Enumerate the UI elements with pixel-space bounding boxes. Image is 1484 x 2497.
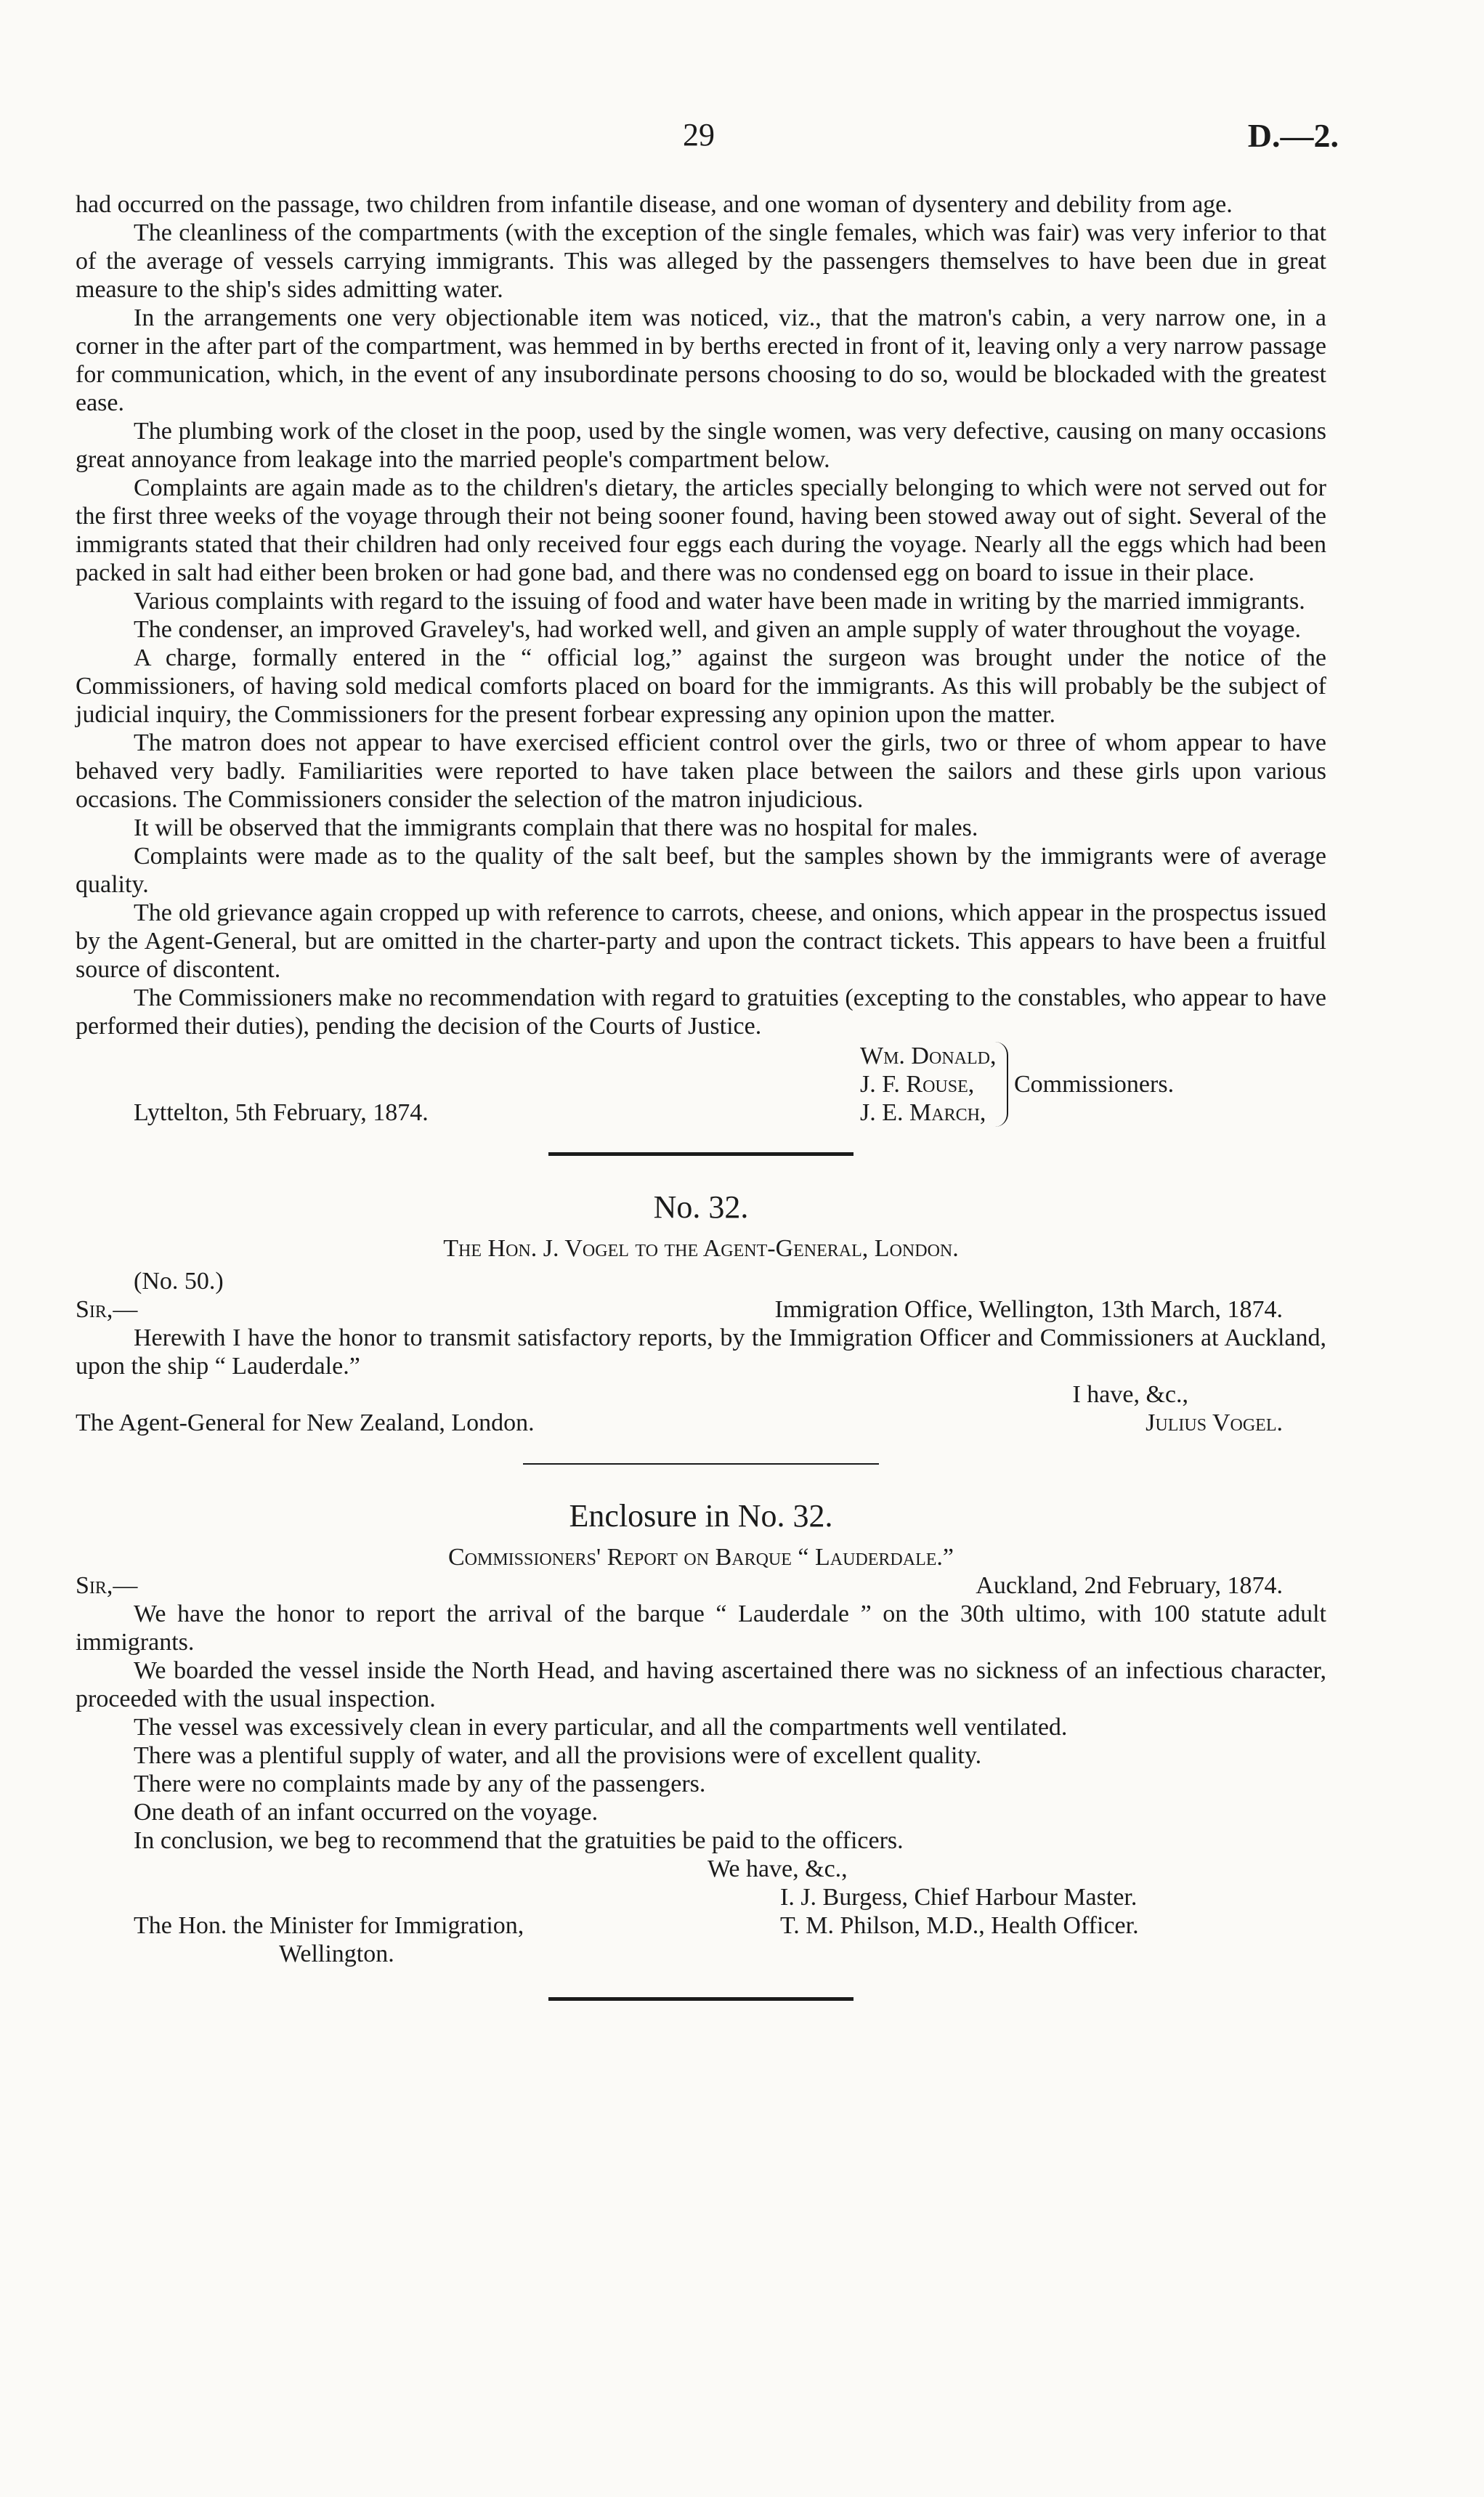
recipient-row	[76, 1409, 1326, 1437]
paragraph: The vessel was excessively clean in every particular, and all the compartments well ventilated.	[134, 1714, 1068, 1741]
place-date: Lyttelton, 5th February, 1874.	[134, 1099, 429, 1126]
place-date: Auckland, 2nd February, 1874.	[976, 1572, 1283, 1599]
recipient-line	[76, 1940, 1326, 1968]
paragraph: The cleanliness of the compartments (with the exception of the single females, which was fair) was very inferior to that of the average of vessels carrying immigrants. This was alleged by the passengers themselves to have been due in great measure to the ship's sides admitting water.	[76, 219, 1326, 303]
signature-block	[76, 1042, 1326, 1129]
paragraph: We boarded the vessel inside the North Head, and having ascertained there was no sickness of an infectious character, proceeded with the usual inspection.	[76, 1657, 1326, 1712]
signatory-line	[76, 1883, 1326, 1911]
section-divider	[548, 1152, 853, 1156]
signatory-names	[860, 1042, 996, 1127]
page-header	[0, 116, 1484, 160]
closing: I have, &c.,	[1072, 1381, 1188, 1408]
signatory-line	[76, 1911, 1326, 1940]
signatory: Wm. Donald,	[860, 1043, 997, 1069]
section-divider	[548, 1997, 853, 2001]
section-subheading: The Hon. J. Vogel to the Agent-General, London.	[443, 1235, 959, 1262]
section-heading: No. 32.	[653, 1189, 749, 1225]
paragraph: In conclusion, we beg to recommend that the gratuities be paid to the officers.	[134, 1827, 904, 1854]
salutation-row	[76, 1571, 1326, 1600]
paragraph: The old grievance again cropped up with reference to carrots, cheese, and onions, which appear in the prospectus issued by the Agent-General, but are omitted in the charter-party and upon the contract tickets. This appears to have been a fruitful source of discontent.	[76, 899, 1326, 983]
commissioners-report-lyttelton	[76, 190, 1326, 1129]
paragraph: Various complaints with regard to the issuing of food and water have been made in writing by the married immigrants.	[134, 588, 1305, 615]
closing-row	[76, 1855, 1326, 1883]
salutation: Sir,—	[76, 1572, 138, 1599]
section-divider	[523, 1463, 879, 1465]
recipient: The Hon. the Minister for Immigration,	[134, 1912, 524, 1939]
salutation-row	[76, 1295, 1326, 1324]
paragraph: There were no complaints made by any of the passengers.	[134, 1770, 706, 1797]
paragraph: It will be observed that the immigrants complain that there was no hospital for males.	[134, 814, 978, 841]
paragraph: A charge, formally entered in the “ official log,” against the surgeon was brought under the notice of the Commissioners, of having sold medical comforts placed on board for the immigrants. As this will probably be the subject of judicial inquiry, the Commissioners for the present forbear expressing any opinion upon the matter.	[76, 644, 1326, 728]
paragraph: Complaints were made as to the quality of the salt beef, but the samples shown by the immigrants were of average quality.	[76, 843, 1326, 898]
recipient-city: Wellington.	[279, 1940, 394, 1967]
paragraph: One death of an infant occurred on the voyage.	[134, 1799, 599, 1826]
recipient: The Agent-General for New Zealand, London.	[76, 1409, 535, 1436]
paragraph: had occurred on the passage, two children from infantile disease, and one woman of dysentery and debility from age.	[76, 191, 1233, 218]
letter-reference: (No. 50.)	[134, 1268, 224, 1295]
paragraph: The condenser, an improved Graveley's, had worked well, and given an ample supply of water throughout the voyage.	[134, 616, 1301, 643]
paragraph: In the arrangements one very objectionable item was noticed, viz., that the matron's cabin, a very narrow one, in a corner in the after part of the compartment, was hemmed in by berths erected in front of it, leaving only a very narrow passage for communication, which, in the event of any insubordinate persons choosing to do so, would be blockaded with the greatest ease.	[76, 304, 1326, 416]
paragraph: We have the honor to report the arrival of the barque “ Lauderdale ” on the 30th ultimo, with 100 statute adult immigrants.	[76, 1600, 1326, 1656]
paragraph: There was a plentiful supply of water, and all the provisions were of excellent quality.	[134, 1742, 982, 1769]
salutation: Sir,—	[76, 1296, 138, 1323]
signatory: I. J. Burgess, Chief Harbour Master.	[780, 1884, 1138, 1911]
page-content	[76, 190, 1326, 2001]
signatory: J. F. Rouse,	[860, 1071, 975, 1098]
paragraph: The Commissioners make no recommendation with regard to gratuities (excepting to the constables, who appear to have performed their duties), pending the decision of the Courts of Justice.	[76, 984, 1326, 1040]
document-reference: D.—2.	[1247, 117, 1339, 154]
paragraph: The plumbing work of the closet in the poop, used by the single women, was very defective, causing on many occasions great annoyance from leakage into the married people's compartment below.	[76, 418, 1326, 473]
section-heading: Enclosure in No. 32.	[569, 1498, 833, 1534]
signatory: J. E. March,	[860, 1099, 986, 1126]
section-subheading: Commissioners' Report on Barque “ Lauderdale.”	[447, 1544, 954, 1571]
closing: We have, &c.,	[707, 1855, 848, 1882]
letter-no-32	[76, 1188, 1326, 1437]
enclosure-report	[76, 1497, 1326, 1968]
paragraph: Herewith I have the honor to transmit satisfactory reports, by the Immigration Officer and Commissioners at Auckland, upon the ship “ Lauderdale.”	[76, 1324, 1326, 1380]
brace-bracket	[991, 1042, 1008, 1127]
paragraph: Complaints are again made as to the children's dietary, the articles specially belonging to which were not served out for the first three weeks of the voyage through their not being sooner found, having been stowed away out of sight. Several of the immigrants stated that their children had only received four eggs each during the voyage. Nearly all the eggs which had been packed in salt had either been broken or had gone bad, and there was no condensed egg on board to issue in their place.	[76, 474, 1326, 586]
paragraph: The matron does not appear to have exercised efficient control over the girls, two or three of whom appear to have behaved very badly. Familiarities were reported to have taken place between the sailors and these girls upon various occasions. The Commissioners consider the selection of the matron injudicious.	[76, 729, 1326, 813]
signature: Julius Vogel.	[1146, 1409, 1283, 1436]
page-number: 29	[683, 117, 715, 153]
signatory: T. M. Philson, M.D., Health Officer.	[780, 1912, 1139, 1939]
sender-address: Immigration Office, Wellington, 13th March, 1874.	[774, 1296, 1283, 1323]
signatory-role: Commissioners.	[1014, 1071, 1175, 1098]
